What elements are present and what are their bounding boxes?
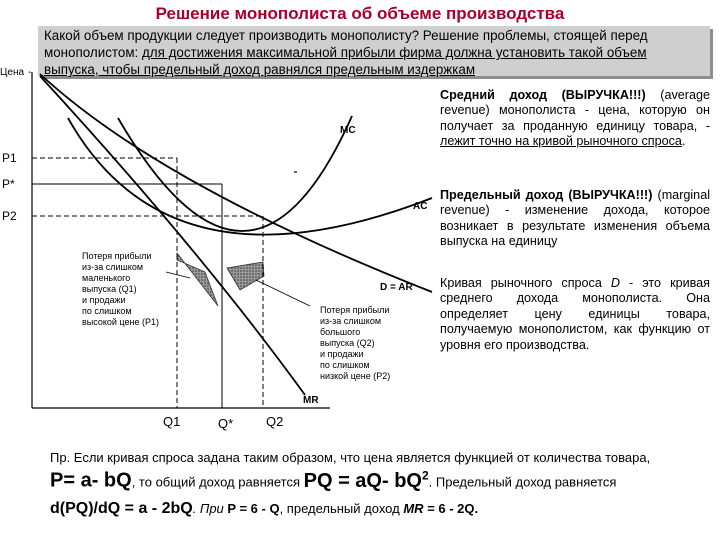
annotation-right-line: большого	[320, 327, 361, 337]
demand-text-rest: - это кривая среднего дохода монополиста. Она определяет цену единицы товара, получаемую монополистом, как функцию от уровня его производства.	[440, 276, 711, 352]
price-axis-label: Цена	[0, 67, 25, 78]
question-answer: для достижения максимальной прибыли фирма должна установить такой объем выпуска, чтобы предельный доход равнялся предельным издержкам	[44, 45, 647, 77]
formula-mr-value: = 6 - 2Q.	[427, 501, 479, 516]
page-title: Решение монополиста об объеме производства	[155, 4, 565, 23]
annotation-right-line: низкой цене (P2)	[320, 371, 391, 381]
p2-label: P2	[2, 209, 17, 223]
mc-curve	[118, 116, 352, 231]
annotation-left-line: высокой цене (P1)	[82, 317, 159, 327]
formula-text-1: , то общий доход равняется	[131, 474, 300, 490]
formula-price: P= a- bQ	[50, 469, 132, 492]
formula-mr: MR	[403, 501, 424, 516]
average-revenue-end: .	[681, 134, 686, 149]
pstar-label: P*	[2, 177, 15, 191]
formula-marginal-revenue: d(PQ)/dQ = a - 2bQ	[50, 500, 193, 517]
formula-total-revenue-main: PQ = aQ- bQ	[303, 469, 422, 492]
question-text: Какой объем продукции следует производить монополисту? Решение проблемы, стоящей перед монополистом:	[44, 28, 648, 60]
demand-d-label: D	[610, 276, 620, 290]
formula-total-revenue	[304, 470, 429, 492]
p1-label: P1	[2, 151, 17, 165]
dar-label: D = AR	[380, 282, 413, 293]
ac-label: AC	[413, 201, 428, 212]
demand-text-start: Кривая рыночного спроса	[440, 276, 602, 290]
axis-dash: -	[28, 67, 32, 78]
loss-area-right	[227, 262, 264, 290]
average-revenue-text	[440, 88, 710, 150]
formula-text-3: . При	[192, 501, 224, 516]
q2-label: Q2	[266, 414, 284, 429]
annotation-left-line: выпуска (Q1)	[82, 284, 137, 294]
annotation-left-line: и продажи	[82, 295, 126, 305]
q1-label: Q1	[163, 414, 181, 429]
annotation-right-line: выпуска (Q2)	[320, 338, 375, 348]
loss-area-left	[177, 253, 218, 306]
mr-label: MR	[303, 395, 319, 406]
formula-exponent: 2	[421, 468, 429, 482]
annotation-right	[320, 305, 390, 381]
average-revenue-body: (average revenue) монополиста - цена, которую он получает за проданную единицу товара, -	[440, 88, 710, 133]
annotation-right-line: по слишком	[320, 360, 370, 370]
mc-label: MC	[340, 125, 356, 136]
average-revenue-heading: Средний доход (ВЫРУЧКА!!!)	[440, 88, 646, 102]
ac-curve	[68, 118, 432, 235]
example-note: Пр. Если кривая спроса задана таким образом, что цена является функцией от количества товара,	[50, 450, 651, 465]
formula-text-2: . Предельный доход равняется	[428, 474, 617, 490]
formula-text-4: , предельный доход	[279, 501, 400, 516]
annotation-left-line: Потеря прибыли	[82, 251, 152, 261]
qstar-label: Q*	[218, 416, 234, 431]
average-revenue-highlight: лежит точно на кривой рыночного спроса	[440, 134, 682, 149]
marginal-revenue-body: (marginal revenue) - изменение дохода, которое возникает в результате изменения объема выпуска на единицу	[440, 188, 710, 249]
annotation-right-line: Потеря прибыли	[320, 305, 390, 315]
annotation-left-line: маленького	[82, 273, 131, 283]
annotation-right-line: и продажи	[320, 349, 364, 359]
annotation-left	[82, 251, 159, 327]
marginal-revenue-heading: Предельный доход (ВЫРУЧКА!!!)	[440, 188, 653, 202]
annotation-left-line: из-за слишком	[82, 262, 144, 272]
formula-p-example: P = 6 - Q	[227, 501, 280, 516]
annotation-left-line: по слишком	[82, 306, 132, 316]
right-pointer	[256, 280, 310, 306]
formula-line-2	[50, 500, 478, 518]
demand-curve-text	[440, 276, 710, 353]
left-pointer	[166, 272, 190, 278]
annotation-right-line: из-за слишком	[320, 316, 382, 326]
formula-line-1	[50, 468, 616, 493]
marginal-revenue-text	[440, 188, 710, 250]
